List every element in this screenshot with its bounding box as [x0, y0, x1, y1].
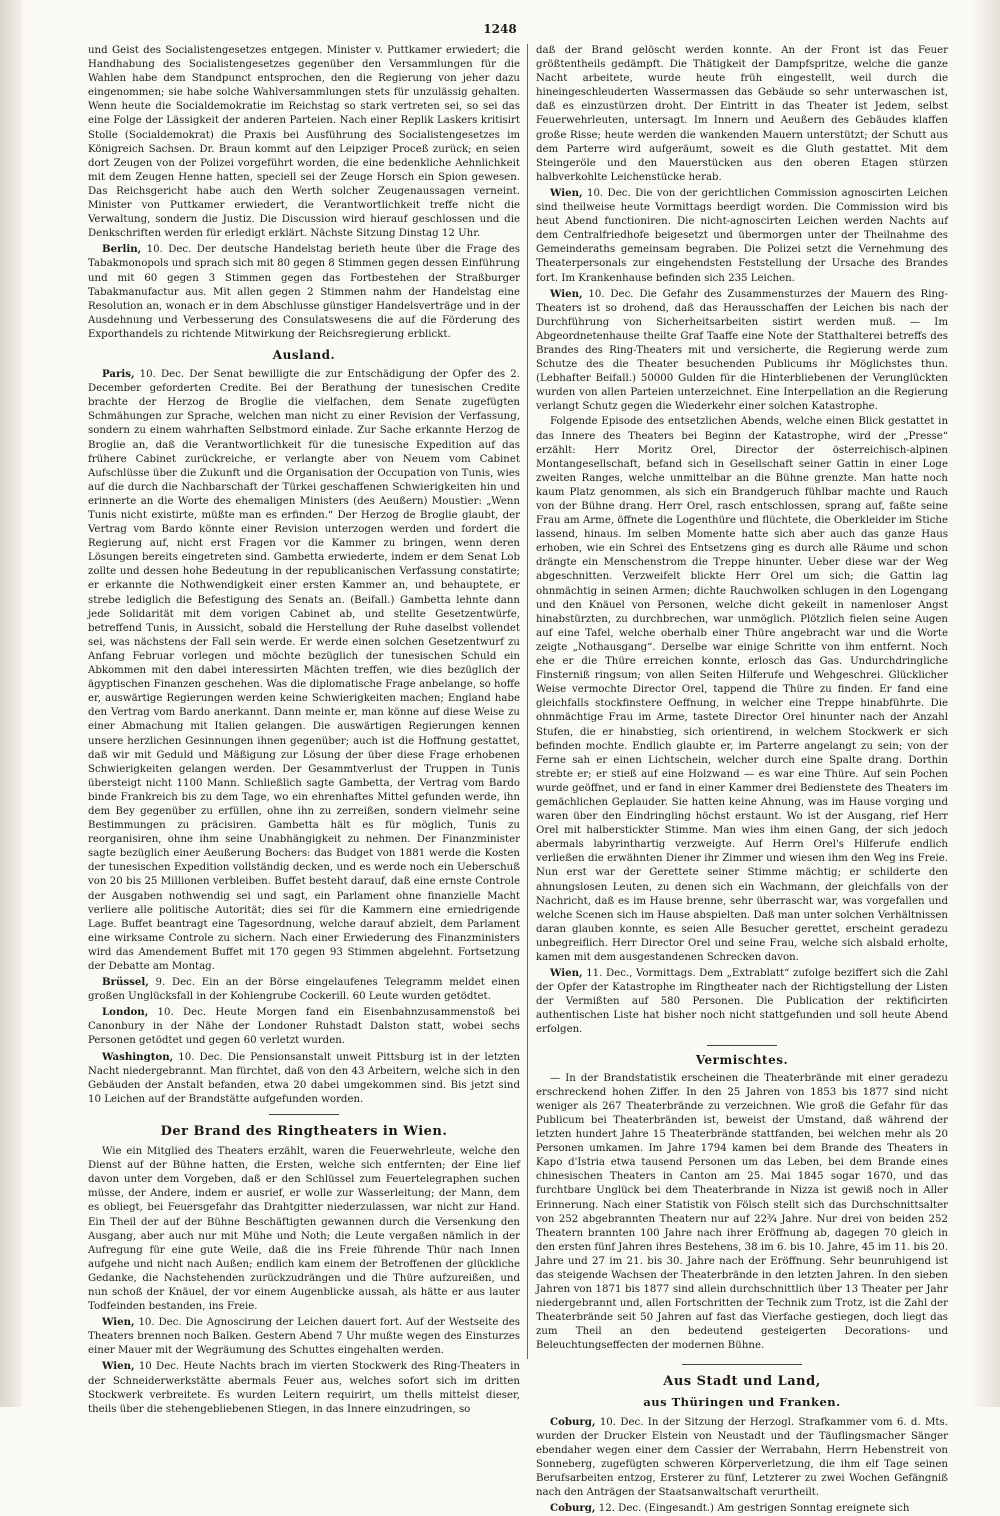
article-brandstatistik: — In der Brandstatistik erscheinen die Theaterbrände mit einer geradezu erschreckend hohen Ziffer. In den 25 Jahren von 1853 bis 1877 sind nicht weniger als 267 Theaterbrände zu verzeichnen. Wie groß die Gefahr für das Publicum bei Theaterbränden ist, beweist der Umstand, daß während der letzten hundert Jahre 15 Theaterbrände stattfanden, bei welchen mehr als 20 Personen umkamen. Im Jahre 1794 kamen bei dem Brande des Theaters in Kapo d'Istria etwa tausend Personen um das Leben, bei dem Brande eines chinesischen Theaters in Canton am 25. Mai 1845 sogar 1670, und das furchtbare Unglück bei dem Theaterbrande in Nizza ist gewiß noch in Aller Erinnerung. Nach einer Statistik von Fölsch stellt sich das Durchschnittsalter von 252 abgebrannten Theatern nur auf 22¾ Jahre. Nur drei von beiden 252 Theatern brannten 100 Jahre nach ihrer Eröffnung ab, dagegen 70 gleich in den ersten fünf Jahren ihres Bestehens, 38 im 6. bis 10. Jahre, 45 im 11. bis 20. Jahre und 27 im 21. bis 30. Jahre nach der Eröffnung. Sehr beunruhigend ist das steigende Wachsen der Theaterbrände in den letzten Jahren. In den sieben Jahren von 1871 bis 1877 sind allein durchschnittlich über 13 Theater per Jahr niedergebrannt und, allen Fortschritten der Technik zum Trotz, ist die Zahl der Theaterbrände seit 50 Jahren auf fast das Vierfache gestiegen, doch liegt das zum Theil an den bedeutend gesteigerten Decorations- und Beleuchtungseffecten der modernen Bühne.	[536, 1072, 948, 1352]
dateline-wien: Wien,	[102, 1316, 135, 1329]
left-column	[88, 44, 520, 1415]
column-rule	[527, 44, 528, 1359]
section-divider	[707, 1045, 777, 1046]
section-heading-ausland: Ausland.	[272, 347, 336, 362]
section-heading-ringtheater: Der Brand des Ringtheaters in Wien.	[160, 1123, 448, 1139]
section-divider	[682, 1364, 802, 1365]
dateline-wien: Wien,	[102, 1360, 135, 1373]
article-wien-2-cont: daß der Brand gelöscht werden konnte. An der Front ist das Feuer größtentheils gedämpft. Die Thätigkeit der Dampfspritze, welche die ganze Nacht arbeitete, wurde heute früh eingestellt, weil durch die hineingeschleuderten Wassermassen das Gebäude so sehr unterwaschen ist, daß es einzustürzen droht. Der Eintritt in das Theater ist Jedem, selbst Feuerwehrleuten, untersagt. Im Innern und Aeußern des Gebäudes klaffen große Risse; heute werden die wankenden Mauern unterstützt; der Schutt aus dem Parterre wird aufgeräumt, soweit es die Gluth gestattet. Mit dem Steingeröle und den Mauerstücken aus den oberen Etagen stürzen halbverkohlte Leichenstücke herab.	[536, 45, 948, 183]
article-coburg-1: Coburg, 10. Dec. In der Sitzung der Herzogl. Strafkammer vom 6. d. Mts. wurden der Drucker Elstein von Neustadt und der Täuflingsmacher Sänger ebendaher wegen einer dem Cassier der Werrabahn, Herrn Hebenstreit von Sonneberg, zugefügten schweren Körperverletzung, die ihm elf Tage seinen Berufsarbeiten entzog, Ersterer zu fünf, Letzterer zu zwei Wochen Gefängniß nach den Anträgen der Staatsanwaltschaft verurtheilt.	[536, 1415, 948, 1499]
article-wien-3: Wien, 10. Dec. Die von der gerichtlichen Commission agnoscirten Leichen sind theilweise heute Vormittags beerdigt worden. Die Commission wird bis heut Abend functioniren. Die nicht-agnoscirten Leichen werden Nachts auf dem Centralfriedhofe beigesetzt und übermorgen unter der Theilnahme des Gemeinderaths gemeinsam begraben. Die Polizei setzt die Vernehmung des Theaterpersonals zur eingehendsten Feststellung der Ursache des Brandes fort. Im Krankenhause befinden sich 235 Leichen.	[536, 186, 948, 284]
scan-edge-left	[0, 0, 22, 1407]
article-reichstag-end: und Geist des Socialistengesetzes entgegen. Minister v. Puttkamer erwiedert; die Handhabung des Socialistengesetzes gegenüber den Versammlungen für die Wahlen habe dem Standpunct entsprochen, den die Regierung von jeher dazu eingenommen; sie habe solche Wahlversammlungen stets für unzulässig gehalten. Wenn heute die Socialdemokratie im Reichstag so stark vertreten sei, so sei das eine Folge der Lässigkeit der anderen Parteien. Nach einer Replik Laskers kritisirt Stolle (Socialdemokrat) die Praxis bei Ausführung des Socialistengesetzes im Königreich Sachsen. Dr. Braun kommt auf den Leipziger Proceß zurück; en seien dort Zeugen von der Polizei vorgeführt worden, die eine bedenkliche Aehnlichkeit mit dem Zeugen Henne hatten, speciell sei der Zeuge Horsch ein Spion gewesen. Das Reichsgericht habe auch den Werth solcher Zeugenaussagen verneint. Minister von Puttkamer erwiedert, die Verantwortlichkeit treffe nicht die Verwaltung, sondern die Justiz. Die Discussion wird hierauf geschlossen und die Denkschriften werden für erledigt erklärt. Nächste Sitzung Dinstag 12 Uhr.	[88, 45, 520, 240]
article-wien-2: Wien, 10 Dec. Heute Nachts brach im vierten Stockwerk des Ring-Theaters in der Schneiderwerkstätte abermals Feuer aus, welches sofort sich im dritten Stockwerk verbreitete. Es wurden Leitern requirirt, um thells mittelst dieser, theils über die stehengebliebenen Stiegen, in das Innere einzudringen, so	[88, 1360, 520, 1415]
article-wien-5: Wien, 11. Dec., Vormittags. Dem „Extrablatt“ zufolge beziffert sich die Zahl der Opfer der Katastrophe im Ringtheater nach der Richtigstellung der Listen der Vermißten auf 580 Personen. Die Publication der rektificirten authentischen Liste hat bisher noch nicht stattgefunden und soll heute Abend erfolgen.	[536, 967, 948, 1036]
article-wien-1: Wien, 10. Dec. Die Agnoscirung der Leichen dauert fort. Auf der Westseite des Theaters brennen noch Balken. Gestern Abend 7 Uhr mußte wegen des Einsturzes einer Mauer mit der Wegräumung des Schuttes eingehalten werden.	[88, 1316, 520, 1357]
article-coburg-2: Coburg, 12. Dec. (Eingesandt.) Am gestrigen Sonntag ereignete sich	[550, 1502, 910, 1515]
dateline-washington: Washington,	[102, 1050, 174, 1063]
article-washington: Washington, 10. Dec. Die Pensionsanstalt unweit Pittsburg ist in der letzten Nacht niedergebrannt. Man fürchtet, daß von den 43 Arbeitern, welche sich in den Gebäuden der Anstalt befanden, etwa 20 dabei umgekommen sind. Bis jetzt sind 10 Leichen auf der Brandstätte aufgefunden worden.	[88, 1050, 520, 1105]
scan-edge-right	[970, 0, 1000, 1407]
section-heading-stadt-land: Aus Stadt und Land,	[663, 1373, 821, 1389]
dateline-bruessel: Brüssel,	[102, 976, 149, 989]
article-ringtheater-1: Wie ein Mitglied des Theaters erzählt, waren die Feuerwehrleute, welche den Dienst auf der Bühne hatten, die Ersten, welche sich entfernten; der Eine lief davon unter dem Vorgeben, daß er den Schlüssel zum Feuertelegraphen suchen müsse, der Andere, indem er ausrief, er wolle zur Wasserleitung; der Mann, dem es obliegt, bei Feuersgefahr das Drahtgitter niederzulassen, war nicht zur Hand. Ein Theil der auf der Bühne Beschäftigten gewannen durch die Versenkung den Ausgang, aber auch nur mit Mühe und Noth; die Leute vergaßen nämlich in der Aufregung für eine gute Weile, daß die ins Freie führende Thür nach Innen aufgehe und nicht nach Außen; endlich kam einem der Betroffenen der glückliche Gedanke, die Nachstehenden zurückzudrängen und die Thüre aufzureißen, und nun schoß der Knäuel, der vor einem Augenblicke aussah, als hätte er aus lauter Todfeinden bestanden, ins Freie.	[88, 1146, 520, 1313]
dateline-wien: Wien,	[550, 186, 583, 199]
dateline-paris: Paris,	[102, 368, 135, 381]
article-orel-episode: Folgende Episode des entsetzlichen Abends, welche einen Blick gestattet in das Innere des Theaters bei Beginn der Katastrophe, wird der „Presse“ erzählt: Herr Moritz Orel, Director der österreichisch-alpinen Montangesellschaft, befand sich in Gesellschaft seiner Gattin in einer Loge zweiten Ranges, welche unmittelbar an die Bühne grenzte. Man hatte noch kaum Platz genommen, als sich ein Brandgeruch fühlbar machte und Rauch von der Bühne drang. Herr Orel, rasch entschlossen, sprang auf, faßte seine Frau am Arme, öffnete die Logenthüre und flüchtete, die Oberkleider im Stiche lassend, hinaus. Im selben Momente hatte sich aber auch das ganze Haus erhoben, wie ein Schrei des Entsetzens ging es durch alle Räume und schon drängte ein Menschenstrom die Treppe hinunter. Ueber diese war der Weg abgeschnitten. Verzweifelt blickte Herr Orel um sich; die Gattin lag ohnmächtig in seinen Armen; dichte Rauchwolken schlugen in den Logengang und den Knäuel von Personen, welche dicht gekeilt in namenloser Angst hinabstürzten, zu durchbrechen, war unmöglich. Plötzlich fielen seine Augen auf eine Tafel, welche oberhalb einer Thüre angebracht war und die Worte zeigte „Nothausgang“. Derselbe war einige Schritte von ihm entfernt. Noch ehe er die Thüre erreichen konnte, erlosch das Gas. Undurchdringliche Finsterniß ringsum; von allen Seiten Hilferufe und Wehgeschrei. Glücklicher Weise vermochte Director Orel, tappend die Thüre zu finden. Er fand eine gleichfalls stockfinstere Oeffnung, in welcher eine Treppe hinabführte. Die ohnmächtige Frau im Arme, tastete Director Orel hinunter nach der Anzahl Stufen, die er hinabstieg, sich orientirend, in welchem Stockwerk er sich befinden mochte. Endlich glaubte er, im Parterre angelangt zu sein; von der Ferne sah er einen Lichtschein, welcher durch eine Spalte drang. Dorthin strebte er; er stieß auf eine Holzwand — es war eine Thüre. Auf sein Pochen wurde geöffnet, und er fand in einer Kammer drei Bedienstete des Theaters im gemächlichen Geplauder. Sie hatten keine Ahnung, was im Hause vorging und waren über den Eindringling höchst erstaunt. Wo ist der Ausgang, rief Herr Orel mit halberstickter Stimme. Man wies ihm einen Gang, der sich jedoch abermals labyrinthartig verzweigte. Auf Herrn Orel's Hilferufe endlich verließen die erwähnten Diener ihr Zimmer und wiesen ihm den Weg ins Freie. Nun erst war der Gerettete seiner Stimme mächtig; er schilderte den ahnungslosen Leuten, zu denen sich ein Wachmann, der gleichfalls von der Nachricht, daß es im Hause brenne, sehr überrascht war, was vorgefallen und welche Scenen sich im Hause abspielten. Daß man unter solchen Verhältnissen daran glauben konnte, es seien Alle Besucher gerettet, erscheint geradezu unbegreiflich. Herr Director Orel und seine Frau, welche sich alsbald erholte, kamen mit dem ausgestandenen Schrecken davon.	[536, 416, 948, 963]
article-london: London, 10. Dec. Heute Morgen fand ein Eisenbahnzusammenstoß bei Canonbury in der Nähe der Londoner Ruhstadt Dalston statt, wobei sechs Personen getödtet und gegen 60 verletzt wurden.	[88, 1006, 520, 1047]
section-subheading-thueringen: aus Thüringen und Franken.	[643, 1394, 841, 1409]
right-column	[536, 44, 948, 1515]
dateline-wien: Wien,	[550, 287, 583, 300]
article-wien-4: Wien, 10. Dec. Die Gefahr des Zusammensturzes der Mauern des Ring-Theaters ist so drohend, daß das Herausschaffen der Leichen bis nach der Durchführung von Sicherheitsarbeiten sistirt werden muß. — Im Abgeordnetenhause theilte Graf Taaffe eine Note der Statthalterei betreffs des Brandes des Ring-Theaters mit und versicherte, die Regierung werde zum Schutze des die Theater besuchenden Publicums ihr Möglichstes thun. (Lebhafter Beifall.) 50000 Gulden für die Hinterbliebenen der Verunglückten wurden von allen Parteien unterzeichnet. Eine Interpellation an die Regierung verlangt Schutz gegen die Wiederkehr einer solchen Katastrophe.	[536, 287, 948, 413]
page-number: 1248	[483, 22, 517, 36]
article-bruessel: Brüssel, 9. Dec. Ein an der Börse eingelaufenes Telegramm meldet einen großen Unglücksfall in der Kohlengrube Cockerill. 60 Leute wurden getödtet.	[88, 976, 520, 1003]
article-paris: Paris, 10. Dec. Der Senat bewilligte die zur Entschädigung der Opfer des 2. December geforderten Credite. Bei der Berathung der tunesischen Credite brachte der Herzog de Broglie die vielfachen, dem Senate zugefügten Schmähungen zur Sprache, welchen man nicht zu einer Revision der Verfassung, sondern zu einem wahrhaften Selbstmord einlade. Zur Sache erkannte Herzog de Broglie an, daß die Verantwortlichkeit für die tunesische Expedition auf das frühere Cabinet zurückreiche, er verlangte aber von Neuem vom Cabinet Aufschlüsse über die Zukunft und die Organisation der Occupation von Tunis, wies auf die durch die Nachbarschaft der Türkei geschaffenen Schwierigkeiten hin und erinnerte an die Worte des ehemaligen Ministers (des Aeußern) Moustier: „Wenn Tunis nicht existirte, müßte man es erfinden.“ Der Herzog de Broglie glaubt, der Vertrag vom Bardo könnte einer Revision unterzogen werden und fordert die Regierung auf, nicht erst Fragen vor die Kammer zu bringen, wenn deren Lösungen bereits eingetreten sind. Gambetta erwiederte, indem er dem Senat Lob zollte und dessen hohe Bedeutung in der republicanischen Verfassung constatirte; er erkannte die Nothwendigkeit einer ersten Kammer an, und behauptete, er strebe lediglich die Befestigung des Senats an. (Beifall.) Gambetta lehnte dann jede Solidarität mit dem vorigen Cabinet ab, und stellte Gesetzentwürfe, betreffend Tunis, in Aussicht, sobald die Herstellung der Ruhe daselbst vollendet sei, was nächstens der Fall sein werde. Er werde einen solchen Gesetzentwurf zu Anfang Februar vorlegen und möchte bezüglich der tunesischen Schuld ein Abkommen mit den dabei interessirten Mächten treffen, wie dies bezüglich der ägyptischen Finanzen geschehen. Was die diplomatische Frage anbelange, so hoffe er, auswärtige Regierungen werden keine Schwierigkeiten machen; England habe den Vertrag vom Bardo anerkannt. Dann meinte er, man könne auf diese Weise zu einer Abmachung mit Italien gelangen. Die auswärtigen Regierungen kennen unsere herzlichen Gesinnungen ihnen gegenüber; auch ist die Hoffnung gestattet, daß wir mit Geduld und Mäßigung zur Lösung der über diese Frage erhobenen Schwierigkeiten gelangen werden. Der Gesammtverlust der Truppen in Tunis übersteigt nicht 1100 Mann. Schließlich sagte Gambetta, der Vertrag vom Bardo binde Frankreich bis zu dem Tage, wo ein ehrenhaftes Mittel gefunden werde, ihn dem Bey gegenüber zu erfüllen, ohne ihn zu zerreißen, sondern vielmehr seine Bestimmungen zu präcisiren. Gambetta hält es für möglich, Tunis zu reorganisiren, ohne ihm seine Unabhängigkeit zu nehmen. Der Finanzminister sagte bezüglich einer Aeußerung Bochers: das Budget von 1881 werde die Kosten der tunesischen Expedition vollständig decken, und es werde noch ein Ueberschuß von 20 bis 25 Millionen verbleiben. Buffet besteht darauf, daß eine ernste Controle der Ausgaben nothwendig sei und sagt, ein Parlament ohne finanzielle Macht verliere alle politische Autorität; dies sei für die Kammern eine erniedrigende Lage. Buffet beantragt eine Tagesordnung, welche darauf abzielt, dem Parlament eine wirksame Controle zu sichern. Nach einer Erwiederung des Finanzministers wird das Amendement Buffet mit 170 gegen 93 Stimmen abgelehnt. Fortsetzung der Debatte am Montag.	[88, 368, 520, 972]
dateline-coburg: Coburg,	[550, 1415, 596, 1428]
dateline-berlin: Berlin,	[102, 243, 142, 256]
dateline-wien: Wien,	[550, 967, 583, 980]
section-heading-vermischtes: Vermischtes.	[695, 1052, 789, 1067]
section-divider	[269, 1114, 339, 1115]
article-berlin: Berlin, 10. Dec. Der deutsche Handelstag berieth heute über die Frage des Tabakmonopols und sprach sich mit 80 gegen 8 Stimmen gegen dessen Einführung und mit 60 gegen 3 Stimmen gegen das Fortbestehen der Straßburger Tabakmanufactur aus. Mit allen gegen 2 Stimmen nahm der Handelstag eine Resolution an, wonach er in dem Abschlusse günstiger Handelsverträge und in der Ausdehnung und Verbesserung des Consulatswesens die auf die Förderung des Exporthandels zu richtende Mitwirkung der Reichsregierung erblickt.	[88, 243, 520, 340]
dateline-london: London,	[102, 1006, 149, 1019]
dateline-coburg: Coburg,	[550, 1502, 596, 1515]
